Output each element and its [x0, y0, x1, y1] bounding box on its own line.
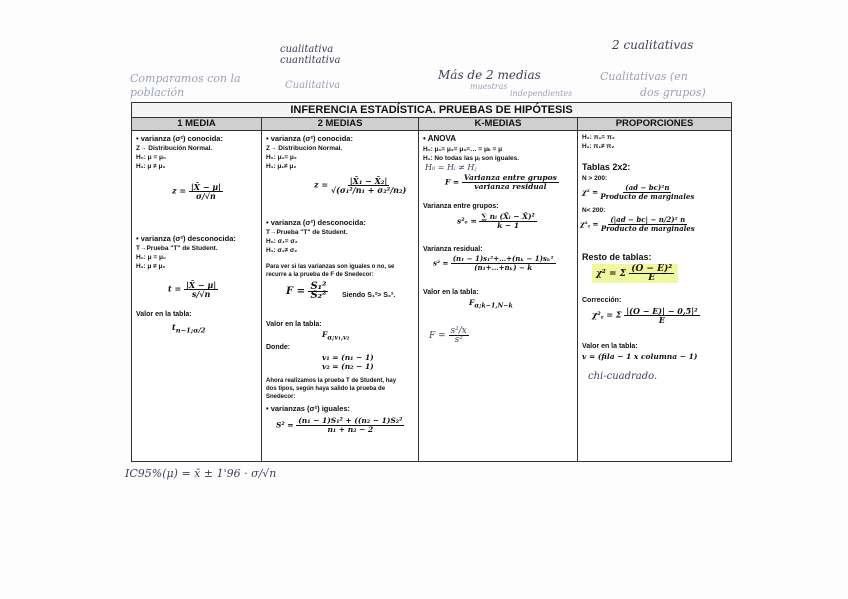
formula-z-1-media: z = $\frac{|X̄ - \mu|}{\sigma/√n}$ — [172, 182, 221, 201]
text-h1-anova: H₁: No todas las μᵢ son iguales. — [423, 155, 520, 162]
text-valor-tabla-2: Valor en la tabla: — [266, 321, 322, 328]
formula-f: F = $\frac{\text{S₁²}}{\text{S₂²}}$ — [286, 281, 327, 301]
annotation-dos-grupos: dos grupos) — [640, 86, 706, 99]
heading-varianza-desconocida-2: • varianza (σ²) desconocida: — [266, 219, 366, 227]
text-h1-f: H₁: σ₁≠ σ₂ — [266, 247, 298, 254]
text-n-menor-200: N< 200: — [582, 207, 606, 214]
text-f-tabla-anova: $F_{\alpha;k-1,N-k}$ — [469, 298, 513, 310]
text-h1-prop: H₁: π₁≠ π₂ — [582, 143, 615, 150]
formula-chi-2x2: χ² = $\frac{\text{(ad − bc)²n}}{\text{Producto de marginales}}$ — [582, 183, 695, 201]
text-valor-tabla-3: Valor en la tabla: — [423, 289, 479, 296]
heading-varianza-conocida-2: • varianza (σ²) conocida: — [266, 135, 353, 143]
text-distribucion-normal-2: Z→ Distribución Normal. — [266, 145, 343, 152]
hypothesis-tests-table — [131, 102, 732, 462]
heading-varianza-desconocida: • varianza (σ²) desconocida: — [136, 235, 236, 243]
formula-chi-yates: χ²꜀ = $\frac{\text{(|ad − bc| − n/2)² n}}{\text{Producto de marginales}}$ — [580, 215, 695, 233]
formula-z-2-medias: z = $\frac{\text{|X̄₁ − X̄₂|}}{\text{√(σ₁²/n₁ + σ₂²/n₂)}}$ — [314, 176, 407, 195]
column-header-proporciones: PROPORCIONES — [578, 118, 731, 131]
text-t-student-1: Ahora realizamos la prueba T de Student, hay — [266, 378, 397, 384]
formula-t-1-media: t = $\frac{|X̄ - \mu|}{s/√n}$ — [168, 280, 217, 299]
annotation-cualitativa-2: Cualitativa — [285, 80, 341, 91]
formula-handwritten-f: F = $\frac{\text{s²/x}}{\text{s²}}$ — [429, 326, 467, 345]
text-t-student-2: dos tipos, según haya salido la prueba de — [266, 386, 386, 392]
formula-chi-cuadrado: χ² = Σ $\frac{\text{(O − E)²}}{E}$ — [592, 264, 678, 283]
column-proporciones — [578, 131, 731, 461]
text-varianza-entre: Varianza entre grupos: — [423, 203, 499, 210]
annotation-chi-cuadrado: chi-cuadrado. — [588, 371, 658, 382]
annotation-cuantitativa: cuantitativa — [280, 55, 341, 66]
text-valor-tabla: Valor en la tabla: — [136, 311, 192, 318]
formula-s2-pooled: S² = $\frac{\text{(n₁ − 1)S₁² + ((n₂ − 1)S₂²}}{\text{n₁ + n₂ − 2}}$ — [276, 416, 403, 434]
heading-varianza-conocida: • varianza (σ²) conocida: — [136, 135, 223, 143]
text-snedecor-1: Para ver si las varianzas son iguales o no, se — [266, 264, 395, 270]
column-header-2-medias: 2 MEDIAS — [262, 118, 419, 131]
text-correccion: Corrección: — [582, 297, 622, 304]
heading-tablas-2x2: Tablas 2x2: — [582, 162, 631, 172]
heading-anova: • ANOVA — [423, 135, 456, 143]
text-h1-t: H₁: μ ≠ μ₀ — [136, 263, 166, 270]
heading-varianzas-iguales: • varianzas (σ²) iguales: — [266, 405, 350, 413]
formula-chi-correccion: χ²꜀ = Σ $\frac{\text{|(O − E)| − 0,5|²}}{E}$ — [592, 306, 698, 325]
annotation-2-cualitativas: 2 cualitativas — [612, 38, 694, 52]
text-prueba-t-2: T→Prueba "T" de Student. — [266, 229, 348, 236]
text-f-tabla: $F_{\alpha;v_1,v_2}$ — [322, 330, 350, 342]
text-varianza-residual: Varianza residual: — [423, 246, 483, 253]
formula-f-anova: F = $\frac{\text{Varianza entre grupos}}{\text{varianza residual}}$ — [445, 173, 557, 191]
text-snedecor-2: recurre a la prueba de F de Snedecor: — [266, 272, 374, 278]
annotation-independientes: independientes — [510, 89, 573, 98]
text-v2: v₂ = (n₂ − 1) — [322, 362, 374, 371]
annotation-mas-de-2-medias: Más de 2 medias — [438, 68, 541, 82]
text-t-student-3: Snedecor: — [266, 394, 296, 400]
formula-varianza-entre: s²ₑ = $\frac{\text{∑ nᵢ (X̄ᵢ − X̄)²}}{k - 1}$ — [457, 212, 535, 230]
text-siendo: Siendo S₁²> S₂². — [342, 292, 396, 299]
text-h0-f: H₀: σ₁= σ₂ — [266, 238, 298, 245]
table-title: INFERENCIA ESTADÍSTICA. PRUEBAS DE HIPÓTESIS — [132, 103, 731, 118]
text-h1: H₁: μ ≠ μ₀ — [136, 163, 166, 170]
text-distribucion-normal: Z→ Distribución Normal. — [136, 145, 213, 152]
text-h0: H₀: μ = μ₀ — [136, 154, 166, 161]
column-header-1-media: 1 MEDIA — [132, 118, 262, 131]
text-h0-t: H₀: μ = μ₀ — [136, 254, 166, 261]
text-donde: Donde: — [266, 344, 291, 351]
annotation-muestras: muestras — [470, 82, 508, 91]
text-h1-2: H₁: μ₁≠ μ₂ — [266, 163, 297, 170]
column-k-medias — [419, 131, 578, 461]
text-valor-tabla-4: Valor en la tabla: — [582, 343, 638, 350]
text-v1: v₁ = (n₁ − 1) — [322, 353, 374, 362]
text-n-mayor-200: N > 200: — [582, 175, 608, 182]
annotation-cualitativa: cualitativa — [280, 44, 334, 55]
annotation-intervalo-confianza: IC95%(μ) = x̄ ± 1'96 · σ/√n — [125, 467, 277, 480]
text-h0-prop: H₀: π₁= π₂ — [582, 134, 615, 141]
text-grados-libertad: v = (fila − 1 x columna − 1) — [582, 352, 698, 361]
annotation-poblacion: población — [130, 86, 185, 99]
annotation-h0-hi-hj: H₀ = Hᵢ ≠ Hⱼ — [425, 163, 477, 172]
annotation-cualitativas-en: Cualitativas (en — [600, 70, 688, 83]
column-header-k-medias: K-MEDIAS — [419, 118, 578, 131]
formula-varianza-residual: s² = $\frac{\text{(n₁ − 1)s₁²+…+(nₖ − 1)sₖ²}}{\text{(n₁+…+nₖ) − k}}$ — [433, 254, 554, 272]
heading-resto-tablas: Resto de tablas: — [582, 252, 652, 262]
text-h0-anova: H₀: μ₁= μ₂= μ₃=… = μₖ = μ — [423, 146, 503, 153]
text-prueba-t: T→Prueba "T" de Student. — [136, 245, 218, 252]
text-h0-2: H₀: μ₁= μ₂ — [266, 154, 297, 161]
annotation-comparamos: Comparamos con la — [130, 72, 241, 85]
text-t-tabla: $t_{n-1;\alpha/2}$ — [172, 322, 206, 335]
column-2-medias — [262, 131, 419, 461]
column-1-media — [132, 131, 262, 461]
